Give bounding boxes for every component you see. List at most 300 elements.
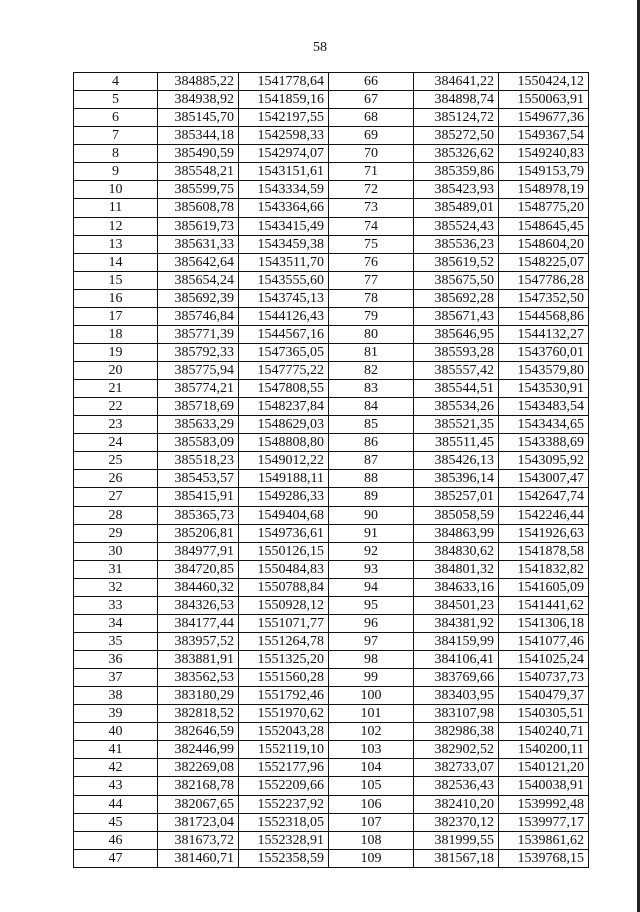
table-cell-point-number: 70 [329,145,414,163]
table-row [74,380,589,398]
table-cell-point-number: 98 [329,651,414,669]
table-cell-x-coordinate: 385544,51 [414,380,499,398]
table-row [74,614,589,632]
table-cell-y-coordinate: 1544126,43 [239,307,329,325]
table-row [74,325,589,343]
table-cell-point-number: 19 [74,343,158,361]
table-cell-y-coordinate: 1548775,20 [499,199,589,217]
table-cell-point-number: 95 [329,596,414,614]
table-cell-x-coordinate: 385453,57 [158,470,239,488]
table-cell-point-number: 39 [74,705,158,723]
table-cell-y-coordinate: 1549240,83 [499,145,589,163]
table-cell-x-coordinate: 385675,50 [414,271,499,289]
table-cell-x-coordinate: 385718,69 [158,398,239,416]
table-cell-y-coordinate: 1550928,12 [239,596,329,614]
table-cell-x-coordinate: 385396,14 [414,470,499,488]
table-row [74,416,589,434]
table-cell-y-coordinate: 1541025,24 [499,651,589,669]
table-cell-point-number: 71 [329,163,414,181]
table-cell-point-number: 16 [74,289,158,307]
table-cell-y-coordinate: 1552318,05 [239,813,329,831]
table-cell-x-coordinate: 382446,99 [158,741,239,759]
table-cell-y-coordinate: 1543388,69 [499,434,589,452]
table-cell-y-coordinate: 1549677,36 [499,109,589,127]
table-cell-point-number: 88 [329,470,414,488]
table-cell-x-coordinate: 385548,21 [158,163,239,181]
table-cell-y-coordinate: 1543745,13 [239,289,329,307]
table-cell-x-coordinate: 382818,52 [158,705,239,723]
table-cell-x-coordinate: 382733,07 [414,759,499,777]
table-cell-x-coordinate: 385646,95 [414,325,499,343]
table-cell-point-number: 68 [329,109,414,127]
table-cell-point-number: 100 [329,687,414,705]
table-cell-y-coordinate: 1548978,19 [499,181,589,199]
table-cell-x-coordinate: 384501,23 [414,596,499,614]
table-cell-x-coordinate: 385775,94 [158,362,239,380]
table-row [74,235,589,253]
table-cell-x-coordinate: 385593,28 [414,343,499,361]
table-cell-x-coordinate: 383562,53 [158,669,239,687]
table-cell-y-coordinate: 1543095,92 [499,452,589,470]
table-cell-y-coordinate: 1552358,59 [239,849,329,867]
table-cell-point-number: 44 [74,795,158,813]
table-cell-point-number: 105 [329,777,414,795]
table-cell-x-coordinate: 384898,74 [414,91,499,109]
table-cell-point-number: 74 [329,217,414,235]
table-cell-y-coordinate: 1548645,45 [499,217,589,235]
table-cell-point-number: 84 [329,398,414,416]
table-cell-x-coordinate: 385583,09 [158,434,239,452]
table-cell-point-number: 87 [329,452,414,470]
table-cell-point-number: 85 [329,416,414,434]
table-cell-x-coordinate: 381999,55 [414,831,499,849]
table-cell-y-coordinate: 1552177,96 [239,759,329,777]
table-cell-y-coordinate: 1543555,60 [239,271,329,289]
table-cell-point-number: 25 [74,452,158,470]
table-cell-x-coordinate: 385521,35 [414,416,499,434]
table-cell-y-coordinate: 1549286,33 [239,488,329,506]
table-cell-x-coordinate: 382269,08 [158,759,239,777]
table-cell-x-coordinate: 385257,01 [414,488,499,506]
table-row [74,452,589,470]
table-row [74,109,589,127]
table-cell-x-coordinate: 384641,22 [414,73,499,91]
table-row [74,470,589,488]
table-cell-y-coordinate: 1541077,46 [499,632,589,650]
table-cell-x-coordinate: 384159,99 [414,632,499,650]
table-cell-x-coordinate: 385511,45 [414,434,499,452]
table-cell-x-coordinate: 385359,86 [414,163,499,181]
table-cell-y-coordinate: 1548629,03 [239,416,329,434]
table-cell-point-number: 45 [74,813,158,831]
table-cell-y-coordinate: 1542647,74 [499,488,589,506]
table-cell-point-number: 15 [74,271,158,289]
table-row [74,434,589,452]
table-cell-point-number: 72 [329,181,414,199]
table-cell-y-coordinate: 1550063,91 [499,91,589,109]
table-cell-point-number: 13 [74,235,158,253]
table-cell-point-number: 99 [329,669,414,687]
table-cell-x-coordinate: 385365,73 [158,506,239,524]
table-cell-point-number: 101 [329,705,414,723]
table-cell-point-number: 28 [74,506,158,524]
table-cell-point-number: 93 [329,560,414,578]
table-cell-y-coordinate: 1552209,66 [239,777,329,795]
table-cell-y-coordinate: 1543415,49 [239,217,329,235]
table-cell-x-coordinate: 384977,91 [158,542,239,560]
table-cell-x-coordinate: 385534,26 [414,398,499,416]
table-cell-y-coordinate: 1543511,70 [239,253,329,271]
table-row [74,145,589,163]
table-cell-y-coordinate: 1539861,62 [499,831,589,849]
table-cell-x-coordinate: 382168,78 [158,777,239,795]
table-row [74,542,589,560]
table-row [74,849,589,867]
table-cell-y-coordinate: 1541306,18 [499,614,589,632]
table-cell-x-coordinate: 385557,42 [414,362,499,380]
table-cell-point-number: 40 [74,723,158,741]
table-cell-point-number: 77 [329,271,414,289]
table-row [74,632,589,650]
table-cell-x-coordinate: 384460,32 [158,578,239,596]
table-cell-x-coordinate: 382646,59 [158,723,239,741]
table-row [74,271,589,289]
table-row [74,217,589,235]
table-cell-x-coordinate: 385692,39 [158,289,239,307]
table-cell-point-number: 94 [329,578,414,596]
table-cell-point-number: 32 [74,578,158,596]
table-row [74,506,589,524]
table-cell-point-number: 34 [74,614,158,632]
table-cell-y-coordinate: 1541926,63 [499,524,589,542]
table-row [74,596,589,614]
table-cell-point-number: 22 [74,398,158,416]
table-cell-x-coordinate: 383881,91 [158,651,239,669]
table-cell-point-number: 37 [74,669,158,687]
table-cell-x-coordinate: 385792,33 [158,343,239,361]
table-cell-y-coordinate: 1543530,91 [499,380,589,398]
table-cell-point-number: 43 [74,777,158,795]
table-cell-point-number: 23 [74,416,158,434]
table-row [74,813,589,831]
table-cell-y-coordinate: 1552043,28 [239,723,329,741]
table-cell-x-coordinate: 385145,70 [158,109,239,127]
table-cell-point-number: 10 [74,181,158,199]
table-cell-x-coordinate: 381673,72 [158,831,239,849]
table-cell-y-coordinate: 1550424,12 [499,73,589,91]
table-cell-x-coordinate: 385633,29 [158,416,239,434]
table-cell-point-number: 14 [74,253,158,271]
table-cell-point-number: 102 [329,723,414,741]
table-cell-x-coordinate: 385206,81 [158,524,239,542]
table-row [74,289,589,307]
table-cell-y-coordinate: 1542974,07 [239,145,329,163]
table-cell-x-coordinate: 385415,91 [158,488,239,506]
table-cell-point-number: 69 [329,127,414,145]
table-row [74,199,589,217]
table-cell-x-coordinate: 382986,38 [414,723,499,741]
table-row [74,741,589,759]
table-cell-y-coordinate: 1543007,47 [499,470,589,488]
table-cell-x-coordinate: 383957,52 [158,632,239,650]
table-row [74,307,589,325]
table-cell-y-coordinate: 1540737,73 [499,669,589,687]
table-cell-point-number: 92 [329,542,414,560]
table-row [74,669,589,687]
table-cell-point-number: 27 [74,488,158,506]
table-row [74,777,589,795]
table-cell-y-coordinate: 1541605,09 [499,578,589,596]
table-cell-point-number: 29 [74,524,158,542]
table-cell-x-coordinate: 382410,20 [414,795,499,813]
table-cell-y-coordinate: 1549153,79 [499,163,589,181]
table-cell-point-number: 73 [329,199,414,217]
table-cell-point-number: 41 [74,741,158,759]
table-row [74,362,589,380]
table-cell-point-number: 8 [74,145,158,163]
table-cell-point-number: 11 [74,199,158,217]
table-cell-x-coordinate: 385671,43 [414,307,499,325]
table-cell-point-number: 97 [329,632,414,650]
table-cell-point-number: 31 [74,560,158,578]
table-cell-y-coordinate: 1542197,55 [239,109,329,127]
table-cell-point-number: 83 [329,380,414,398]
table-cell-x-coordinate: 385599,75 [158,181,239,199]
table-cell-point-number: 82 [329,362,414,380]
table-cell-y-coordinate: 1541441,62 [499,596,589,614]
table-cell-y-coordinate: 1540038,91 [499,777,589,795]
table-cell-x-coordinate: 384885,22 [158,73,239,91]
table-row [74,687,589,705]
table-row [74,723,589,741]
table-cell-x-coordinate: 384830,62 [414,542,499,560]
table-cell-point-number: 67 [329,91,414,109]
table-cell-y-coordinate: 1547775,22 [239,362,329,380]
table-cell-x-coordinate: 385489,01 [414,199,499,217]
table-cell-x-coordinate: 382902,52 [414,741,499,759]
table-cell-y-coordinate: 1551792,46 [239,687,329,705]
table-cell-x-coordinate: 385654,24 [158,271,239,289]
table-cell-point-number: 20 [74,362,158,380]
table-cell-point-number: 75 [329,235,414,253]
table-cell-x-coordinate: 384106,41 [414,651,499,669]
table-cell-point-number: 33 [74,596,158,614]
table-row [74,795,589,813]
table-cell-y-coordinate: 1539768,15 [499,849,589,867]
table-cell-point-number: 66 [329,73,414,91]
table-cell-point-number: 96 [329,614,414,632]
table-row [74,181,589,199]
table-cell-x-coordinate: 385692,28 [414,289,499,307]
table-cell-point-number: 104 [329,759,414,777]
table-cell-point-number: 12 [74,217,158,235]
table-cell-x-coordinate: 385619,52 [414,253,499,271]
table-cell-x-coordinate: 383403,95 [414,687,499,705]
table-row [74,398,589,416]
table-cell-point-number: 89 [329,488,414,506]
table-cell-x-coordinate: 385536,23 [414,235,499,253]
table-cell-y-coordinate: 1550126,15 [239,542,329,560]
table-cell-y-coordinate: 1547352,50 [499,289,589,307]
table-cell-point-number: 47 [74,849,158,867]
table-cell-y-coordinate: 1544132,27 [499,325,589,343]
table-cell-point-number: 36 [74,651,158,669]
table-cell-point-number: 80 [329,325,414,343]
table-cell-point-number: 79 [329,307,414,325]
table-cell-x-coordinate: 384938,92 [158,91,239,109]
table-row [74,91,589,109]
table-cell-x-coordinate: 382067,65 [158,795,239,813]
table-cell-x-coordinate: 383180,29 [158,687,239,705]
table-cell-x-coordinate: 385746,84 [158,307,239,325]
table-cell-point-number: 106 [329,795,414,813]
table-cell-y-coordinate: 1539992,48 [499,795,589,813]
table-cell-y-coordinate: 1543483,54 [499,398,589,416]
table-cell-x-coordinate: 381567,18 [414,849,499,867]
table-row [74,560,589,578]
table-cell-x-coordinate: 382536,43 [414,777,499,795]
table-row [74,163,589,181]
table-cell-y-coordinate: 1548604,20 [499,235,589,253]
table-cell-x-coordinate: 385518,23 [158,452,239,470]
table-row [74,651,589,669]
table-cell-y-coordinate: 1541778,64 [239,73,329,91]
table-cell-y-coordinate: 1539977,17 [499,813,589,831]
table-cell-point-number: 26 [74,470,158,488]
table-cell-y-coordinate: 1547808,55 [239,380,329,398]
table-row [74,831,589,849]
table-cell-x-coordinate: 381460,71 [158,849,239,867]
table-cell-y-coordinate: 1548808,80 [239,434,329,452]
table-cell-y-coordinate: 1547365,05 [239,343,329,361]
table-cell-point-number: 17 [74,307,158,325]
table-cell-y-coordinate: 1543151,61 [239,163,329,181]
table-cell-y-coordinate: 1542598,33 [239,127,329,145]
table-cell-point-number: 91 [329,524,414,542]
table-cell-y-coordinate: 1552237,92 [239,795,329,813]
table-cell-y-coordinate: 1542246,44 [499,506,589,524]
table-cell-x-coordinate: 384720,85 [158,560,239,578]
table-cell-x-coordinate: 383769,66 [414,669,499,687]
table-cell-point-number: 81 [329,343,414,361]
table-cell-x-coordinate: 385124,72 [414,109,499,127]
table-cell-y-coordinate: 1543760,01 [499,343,589,361]
table-cell-x-coordinate: 385524,43 [414,217,499,235]
table-cell-x-coordinate: 385344,18 [158,127,239,145]
page-number: 58 [313,40,327,55]
table-cell-x-coordinate: 385619,73 [158,217,239,235]
table-row [74,73,589,91]
table-cell-point-number: 42 [74,759,158,777]
table-cell-y-coordinate: 1544567,16 [239,325,329,343]
table-cell-y-coordinate: 1550484,83 [239,560,329,578]
table-row [74,127,589,145]
table-cell-x-coordinate: 385771,39 [158,325,239,343]
table-cell-y-coordinate: 1541859,16 [239,91,329,109]
coordinates-table-body [74,73,589,868]
table-cell-x-coordinate: 385490,59 [158,145,239,163]
table-cell-point-number: 86 [329,434,414,452]
table-cell-x-coordinate: 385642,64 [158,253,239,271]
table-cell-x-coordinate: 385774,21 [158,380,239,398]
table-cell-point-number: 76 [329,253,414,271]
table-cell-x-coordinate: 385608,78 [158,199,239,217]
table-row [74,343,589,361]
table-cell-y-coordinate: 1549188,11 [239,470,329,488]
table-cell-y-coordinate: 1548225,07 [499,253,589,271]
table-cell-point-number: 4 [74,73,158,91]
table-row [74,578,589,596]
table-cell-point-number: 35 [74,632,158,650]
table-cell-x-coordinate: 384326,53 [158,596,239,614]
table-cell-y-coordinate: 1540121,20 [499,759,589,777]
table-cell-y-coordinate: 1551970,62 [239,705,329,723]
table-cell-y-coordinate: 1543459,38 [239,235,329,253]
table-row [74,253,589,271]
coordinates-table [73,72,589,868]
table-cell-point-number: 78 [329,289,414,307]
table-cell-y-coordinate: 1541878,58 [499,542,589,560]
table-cell-x-coordinate: 384801,32 [414,560,499,578]
table-cell-x-coordinate: 384633,16 [414,578,499,596]
table-cell-point-number: 21 [74,380,158,398]
table-row [74,759,589,777]
table-cell-x-coordinate: 385631,33 [158,235,239,253]
table-cell-y-coordinate: 1541832,82 [499,560,589,578]
table-cell-point-number: 103 [329,741,414,759]
table-cell-y-coordinate: 1543364,66 [239,199,329,217]
table-cell-point-number: 90 [329,506,414,524]
table-cell-x-coordinate: 384177,44 [158,614,239,632]
table-cell-point-number: 108 [329,831,414,849]
table-cell-point-number: 38 [74,687,158,705]
table-cell-x-coordinate: 383107,98 [414,705,499,723]
table-cell-point-number: 107 [329,813,414,831]
table-cell-y-coordinate: 1543434,65 [499,416,589,434]
table-cell-x-coordinate: 385272,50 [414,127,499,145]
table-cell-y-coordinate: 1543579,80 [499,362,589,380]
table-cell-point-number: 5 [74,91,158,109]
table-row [74,524,589,542]
table-cell-y-coordinate: 1549404,68 [239,506,329,524]
table-cell-y-coordinate: 1551071,77 [239,614,329,632]
table-cell-point-number: 6 [74,109,158,127]
table-cell-x-coordinate: 384863,99 [414,524,499,542]
table-cell-point-number: 24 [74,434,158,452]
table-cell-x-coordinate: 385426,13 [414,452,499,470]
table-cell-y-coordinate: 1552328,91 [239,831,329,849]
table-cell-y-coordinate: 1549012,22 [239,452,329,470]
table-cell-x-coordinate: 385326,62 [414,145,499,163]
table-cell-y-coordinate: 1544568,86 [499,307,589,325]
table-cell-point-number: 7 [74,127,158,145]
table-cell-x-coordinate: 384381,92 [414,614,499,632]
table-cell-y-coordinate: 1549736,61 [239,524,329,542]
table-cell-x-coordinate: 385423,93 [414,181,499,199]
table-cell-point-number: 109 [329,849,414,867]
table-cell-x-coordinate: 381723,04 [158,813,239,831]
table-row [74,705,589,723]
table-cell-point-number: 46 [74,831,158,849]
table-cell-y-coordinate: 1549367,54 [499,127,589,145]
table-cell-y-coordinate: 1548237,84 [239,398,329,416]
table-cell-y-coordinate: 1550788,84 [239,578,329,596]
table-cell-y-coordinate: 1540305,51 [499,705,589,723]
table-cell-y-coordinate: 1551325,20 [239,651,329,669]
table-cell-y-coordinate: 1540479,37 [499,687,589,705]
table-cell-point-number: 9 [74,163,158,181]
table-cell-y-coordinate: 1540240,71 [499,723,589,741]
